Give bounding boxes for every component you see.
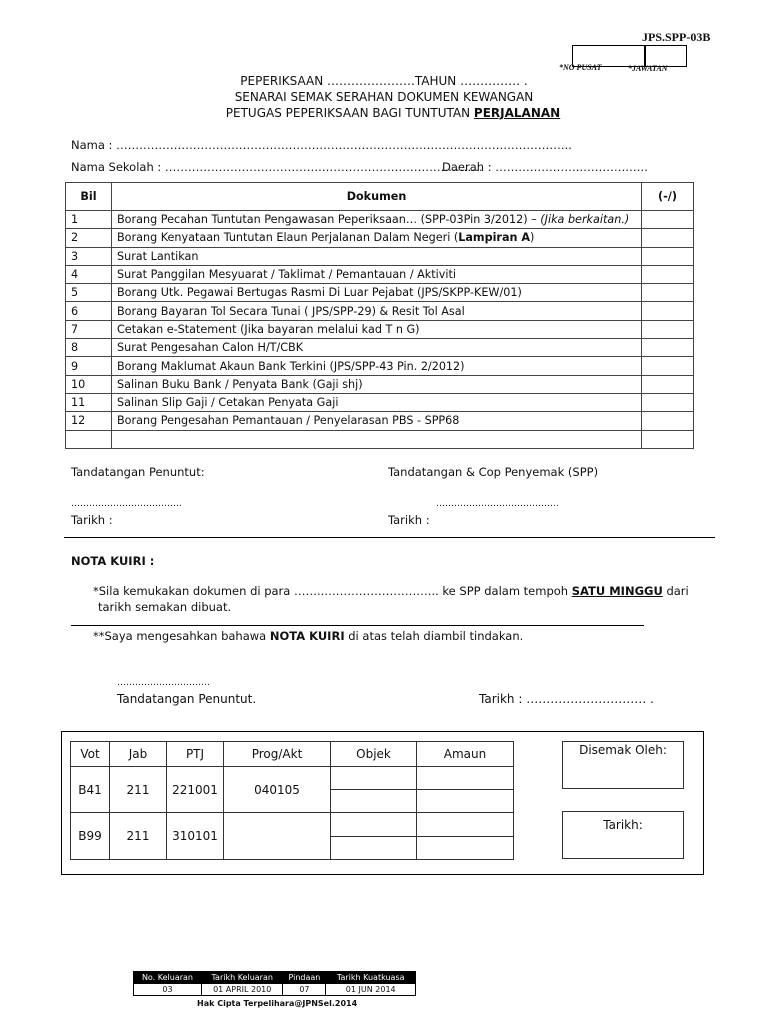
title-line-2: SENARAI SEMAK SERAHAN DOKUMEN KEWANGAN [234, 90, 534, 104]
vot-row-b41 [71, 767, 514, 790]
jab-cell: 211 [110, 767, 167, 813]
rev-no: 03 [134, 984, 202, 996]
bil-cell: 12 [66, 412, 112, 430]
bil-cell: 4 [66, 265, 112, 283]
amaun-cell [417, 837, 514, 860]
checklist-row [66, 247, 694, 265]
dokumen-cell: Borang Bayaran Tol Secara Tunai ( JPS/SPP-29) & Resit Tol Asal [112, 302, 642, 320]
dokumen-cell: Surat Panggilan Mesyuarat / Taklimat / Pemantauan / Aktiviti [112, 265, 642, 283]
checklist-row [66, 430, 694, 448]
tarikh-box-label: Tarikh: [603, 818, 643, 832]
objek-cell [331, 837, 417, 860]
ptj-cell: 310101 [167, 813, 224, 860]
amaun-cell [417, 767, 514, 790]
no-pusat-label: *NO PUSAT [559, 63, 602, 72]
checklist-header-row [66, 183, 694, 211]
objek-cell [331, 767, 417, 790]
nota-divider [71, 625, 644, 626]
check-cell[interactable] [642, 284, 694, 302]
vot-header-vot: Vot [71, 742, 110, 767]
check-cell[interactable] [642, 265, 694, 283]
bil-cell: 8 [66, 339, 112, 357]
checklist-row [66, 357, 694, 375]
checklist-row [66, 265, 694, 283]
dokumen-cell: Borang Maklumat Akaun Bank Terkini (JPS/SPP-43 Pin. 2/2012) [112, 357, 642, 375]
bil-cell: 10 [66, 375, 112, 393]
nama-field: Nama : ……………………………………………………………………………………………………….. [71, 138, 572, 152]
dokumen-cell [112, 430, 642, 448]
checklist-row [66, 284, 694, 302]
revision-table [133, 971, 416, 996]
rev-pindaan: 07 [283, 984, 326, 996]
nota-sign-dots: …………………………. [117, 678, 210, 688]
dokumen-cell: Salinan Buku Bank / Penyata Bank (Gaji shj) [112, 375, 642, 393]
revision-value-row [134, 984, 416, 996]
penyemak-sign-label: Tandatangan & Cop Penyemak (SPP) [388, 465, 599, 479]
bil-cell: 9 [66, 357, 112, 375]
rev-tarikh: 01 APRIL 2010 [201, 984, 283, 996]
checklist-row [66, 320, 694, 338]
disemak-oleh-label: Disemak Oleh: [579, 743, 667, 757]
form-code: JPS.SPP-03B [642, 30, 711, 44]
amaun-cell [417, 790, 514, 813]
bil-cell: 3 [66, 247, 112, 265]
check-cell[interactable] [642, 430, 694, 448]
rev-kuatkuasa: 01 JUN 2014 [326, 984, 416, 996]
vot-header-amaun: Amaun [417, 742, 514, 767]
vot-row-b99 [71, 813, 514, 837]
objek-cell [331, 790, 417, 813]
prog-cell: 040105 [224, 767, 331, 813]
vot-cell: B41 [71, 767, 110, 813]
nota-line-1: *Sila kemukakan dokumen di para ……..………………………... ke SPP dalam tempoh SATU MINGGU dari [93, 584, 689, 598]
title-perjalanan: PERJALANAN [473, 106, 561, 120]
dokumen-cell: Borang Pecahan Tuntutan Pengawasan Peperiksaan… (SPP-03Pin 3/2012) – (Jika berkaitan.) [112, 211, 642, 229]
vot-header-prog: Prog/Akt [224, 742, 331, 767]
vot-header-objek: Objek [331, 742, 417, 767]
penuntut-sign-dots: ………………………………. [71, 499, 182, 509]
penyemak-tarikh: Tarikh : [388, 513, 430, 527]
jawatan-label: *JAWATAN [628, 64, 668, 73]
bil-cell: 5 [66, 284, 112, 302]
section-divider [64, 537, 715, 538]
header-check: (-/) [642, 183, 694, 211]
check-cell[interactable] [642, 393, 694, 411]
nota-tarikh: Tarikh : ………………………… . [479, 692, 654, 706]
daerah-field: Daerah : ………………….………….….. [442, 160, 648, 174]
dokumen-cell: Borang Utk. Pegawai Bertugas Rasmi Di Luar Pejabat (JPS/SKPP-KEW/01) [112, 284, 642, 302]
check-cell[interactable] [642, 375, 694, 393]
vot-table [70, 741, 514, 860]
checklist-row [66, 211, 694, 229]
check-cell[interactable] [642, 320, 694, 338]
disemak-oleh-box [562, 741, 684, 789]
nota-line-2: tarikh semakan dibuat. [98, 600, 232, 614]
dokumen-cell: Surat Pengesahan Calon H/T/CBK [112, 339, 642, 357]
nota-line-3: **Saya mengesahkan bahawa NOTA KUIRI di atas telah diambil tindakan. [93, 629, 524, 643]
vot-cell: B99 [71, 813, 110, 860]
sekolah-field: Nama Sekolah : …………………………………..…………………………………… [71, 160, 483, 174]
bil-cell: 2 [66, 229, 112, 247]
copyright: Hak Cipta Terpelihara@JPNSel.2014 [197, 999, 358, 1008]
amaun-cell [417, 813, 514, 837]
checklist-row [66, 339, 694, 357]
check-cell[interactable] [642, 211, 694, 229]
checklist-row [66, 375, 694, 393]
dokumen-cell: Borang Pengesahan Pemantauan / Penyelarasan PBS - SPP68 [112, 412, 642, 430]
check-cell[interactable] [642, 339, 694, 357]
dokumen-cell: Borang Kenyataan Tuntutan Elaun Perjalanan Dalam Negeri (Lampiran A) [112, 229, 642, 247]
dokumen-cell: Salinan Slip Gaji / Cetakan Penyata Gaji [112, 393, 642, 411]
title-line-3: PETUGAS PEPERIKSAAN BAGI TUNTUTAN PERJALANAN [225, 106, 561, 120]
revision-header-row [134, 972, 416, 984]
tarikh-box [562, 811, 684, 859]
jab-cell: 211 [110, 813, 167, 860]
vot-header-ptj: PTJ [167, 742, 224, 767]
penuntut-sign-label: Tandatangan Penuntut: [71, 465, 205, 479]
objek-cell [331, 813, 417, 837]
penuntut-tarikh: Tarikh : [71, 513, 113, 527]
vot-header-jab: Jab [110, 742, 167, 767]
ptj-cell: 221001 [167, 767, 224, 813]
checklist-row [66, 393, 694, 411]
check-cell[interactable] [642, 247, 694, 265]
nota-kuiri-title: NOTA KUIRI : [71, 554, 155, 568]
bil-cell: 6 [66, 302, 112, 320]
bil-cell: 7 [66, 320, 112, 338]
satu-minggu: SATU MINGGU [571, 584, 663, 598]
rev-header-kuatkuasa: Tarikh Kuatkuasa [326, 972, 416, 984]
checklist-row [66, 302, 694, 320]
header-bil: Bil [66, 183, 112, 211]
check-cell[interactable] [642, 357, 694, 375]
header-dokumen: Dokumen [112, 183, 642, 211]
check-cell[interactable] [642, 412, 694, 430]
nota-sign-label: Tandatangan Penuntut. [117, 692, 257, 706]
document-checklist-table [65, 182, 694, 449]
check-cell[interactable] [642, 229, 694, 247]
vot-header-row [71, 742, 514, 767]
bil-cell [66, 430, 112, 448]
penyemak-sign-dots: ………………………………….. [436, 499, 559, 509]
checklist-row [66, 412, 694, 430]
bil-cell: 1 [66, 211, 112, 229]
rev-header-no: No. Keluaran [134, 972, 202, 984]
title-line-1: PEPERIKSAAN ………………….TAHUN …………… . [240, 74, 528, 88]
rev-header-tarikh: Tarikh Keluaran [201, 972, 283, 984]
check-cell[interactable] [642, 302, 694, 320]
prog-cell [224, 813, 331, 860]
rev-header-pindaan: Pindaan [283, 972, 326, 984]
bil-cell: 11 [66, 393, 112, 411]
dokumen-cell: Cetakan e-Statement (Jika bayaran melalui kad T n G) [112, 320, 642, 338]
checklist-row [66, 229, 694, 247]
dokumen-cell: Surat Lantikan [112, 247, 642, 265]
